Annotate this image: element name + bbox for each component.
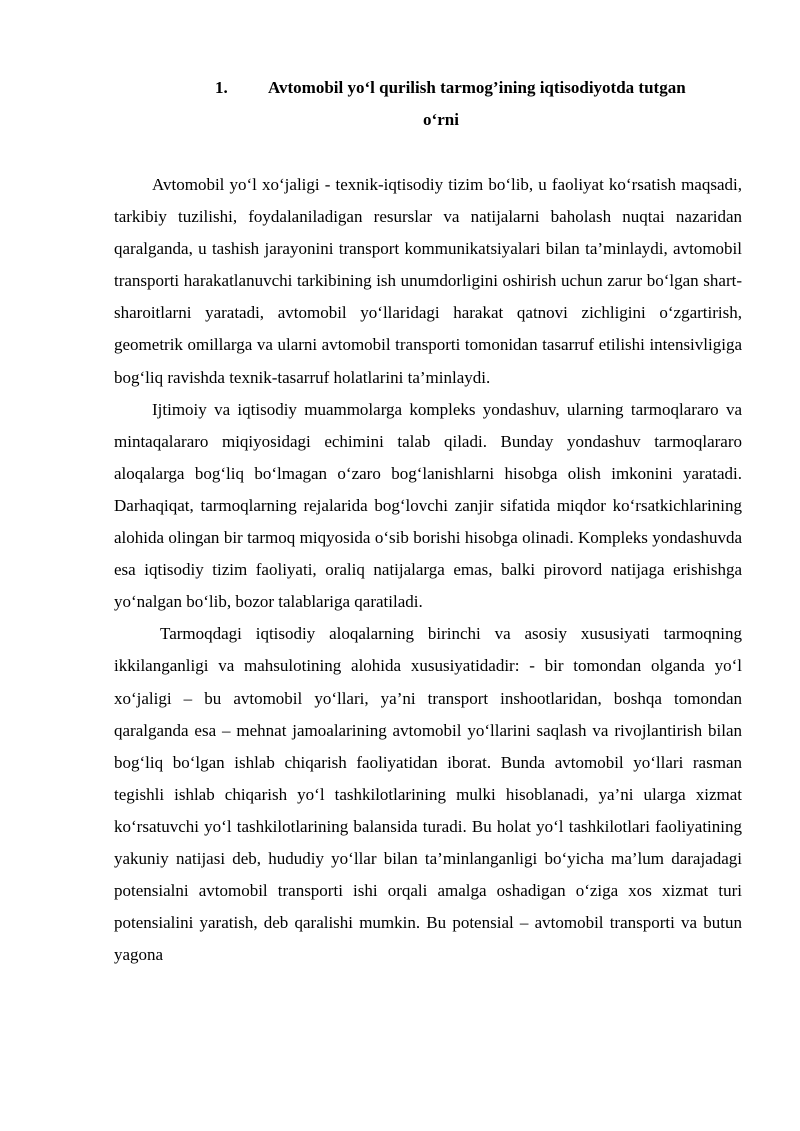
body-text <box>114 169 742 971</box>
section-number: 1. <box>215 78 228 97</box>
section-title-line-1: Avtomobil yo‘l qurilish tarmog’ining iqtisodiyotda tutgan <box>268 78 686 97</box>
paragraph: Ijtimoiy va iqtisodiy muammolarga kompleks yondashuv, ularning tarmoqlararo va mintaqalararo miqiyosidagi echimini talab qiladi. Bunday yondashuv tarmoqlararo aloqalarga bog‘liq bo‘lmagan o‘zaro bog‘lanishlarni hisobga olish imkonini yaratadi. Darhaqiqat, tarmoqlarning rejalarida bog‘lovchi zanjir sifatida miqdor ko‘rsatkichlarining alohida olingan bir tarmoq miqyosida o‘sib borishi hisobga olinadi. Kompleks yondashuvda esa iqtisodiy tizim faoliyati, oraliq natijalarga emas, balki pirovord natijaga erishishga yo‘nalgan bo‘lib, bozor talablariga qaratiladi. <box>114 399 742 612</box>
paragraph: Avtomobil yo‘l xo‘jaligi - texnik-iqtisodiy tizim bo‘lib, u faoliyat ko‘rsatish maqsadi, tarkibiy tuzilishi, foydalaniladigan resurslar va natijalarni baholash nuqtai nazaridan qaralganda, u tashish jarayonini transport kommunikatsiyalari bilan ta’minlaydi, avtomobil transporti harakatlanuvchi tarkibining ish unumdorligini oshirish uchun zarur bo‘lgan shart-sharoitlarni yaratadi, avtomobil yo‘llaridagi harakat qatnovi zichligini o‘zgartirish, geometrik omillarga va ularni avtomobil transporti tomonidan tasarruf etilishi intensivligiga bog‘liq ravishda texnik-tasarruf holatlarini ta’minlaydi. <box>114 175 742 387</box>
section-title-line-2: o‘rni <box>423 110 459 129</box>
paragraph: Tarmoqdagi iqtisodiy aloqalarning birinchi va asosiy xususiyati tarmoqning ikkilanganligi va mahsulotining alohida xususiyatidadir: - bir tomondan olganda yo‘l xo‘jaligi – bu avtomobil yo‘llari, ya’ni transport inshootlaridan, boshqa tomondan qaralganda esa – mehnat jamoalarining avtomobil yo‘llarini saqlash va rivojlantirish bilan bog‘liq bo‘lgan ishlab chiqarish faoliyatidan iborat. Bunda avtomobil yo‘llari rasman tegishli ishlab chiqarish yo‘l tashkilotlarining mulki hisoblanadi, ya’ni ularga xizmat ko‘rsatuvchi yo‘l tashkilotlarining balansida turadi. Bu holat yo‘l tashkilotlari faoliyatining yakuniy natijasi deb, hududiy yo‘llar bilan ta’minlanganligi bo‘yicha ma’lum darajadagi potensialni avtomobil transporti ishi orqali amalga oshadigan o‘ziga xos xizmat turi potensialini yaratish, deb qaralishi mumkin. Bu potensial – avtomobil transporti va butun yagona <box>114 624 742 965</box>
